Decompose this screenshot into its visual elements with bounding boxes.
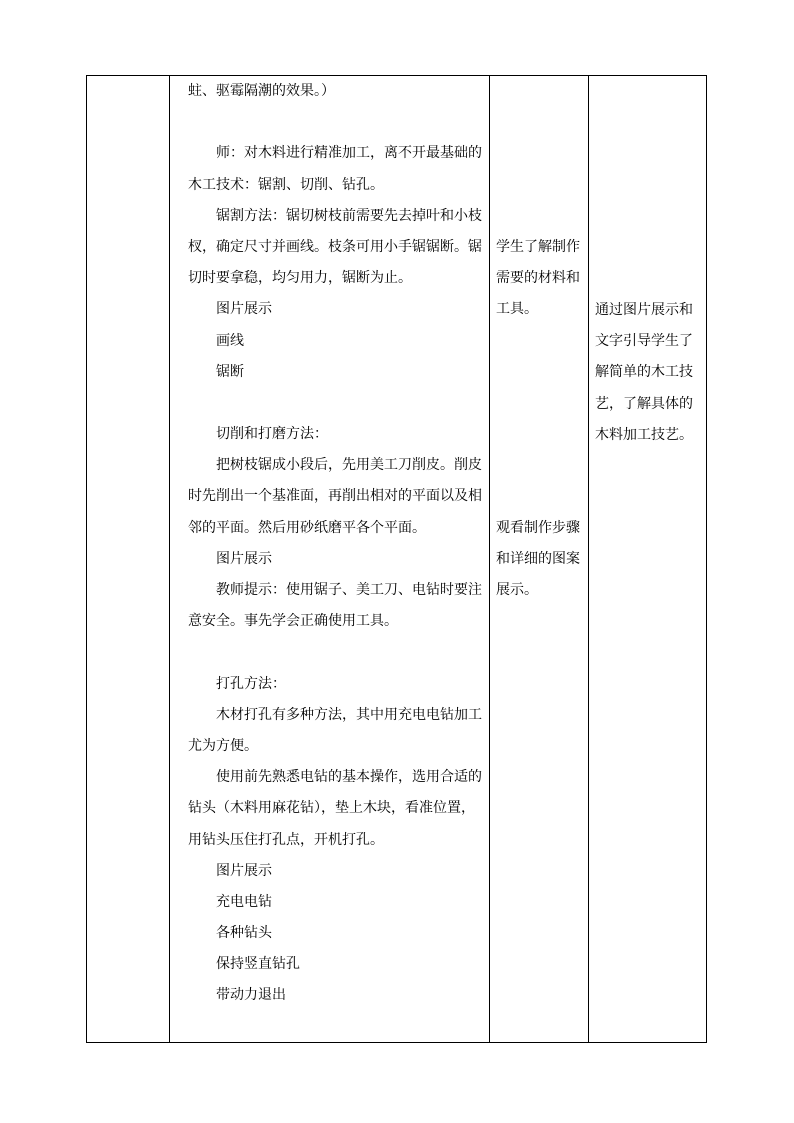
content-line: 图片展示 bbox=[216, 550, 272, 567]
design-intent-line: 艺，了解具体的 bbox=[595, 395, 693, 412]
content-line: 充电电钻 bbox=[216, 893, 272, 910]
content-line bbox=[188, 107, 488, 138]
design-intent-line: 木料加工技艺。 bbox=[595, 426, 693, 443]
column-divider bbox=[489, 76, 490, 1042]
content-line: 木材打孔有多种方法，其中用充电电钻加工 bbox=[216, 706, 482, 723]
content-line bbox=[188, 637, 488, 668]
design-intent-line: 通过图片展示和 bbox=[595, 302, 693, 318]
content-line: 钻头（木料用麻花钻），垫上木块，看准位置， bbox=[188, 800, 475, 817]
content-line: 用钻头压住打孔点，开机打孔。 bbox=[188, 831, 384, 848]
content-line: 杈，确定尺寸并画线。枝条可用小手锯锯断。锯 bbox=[188, 238, 482, 255]
lesson-table bbox=[86, 75, 707, 1043]
content-line: 意安全。事先学会正确使用工具。 bbox=[188, 613, 398, 630]
student-activity-line: 展示。 bbox=[496, 582, 538, 599]
content-line: 教师提示：使用锯子、美工刀、电钻时要注 bbox=[216, 582, 482, 598]
teaching-content-column bbox=[188, 76, 488, 1012]
content-line: 师：对木料进行精准加工，离不开最基础的 bbox=[216, 145, 482, 162]
content-line: 使用前先熟悉电钻的基本操作，选用合适的 bbox=[216, 769, 482, 786]
student-activity-line: 学生了解制作 bbox=[496, 239, 580, 255]
content-line: 切时要拿稳，均匀用力，锯断为止。 bbox=[188, 270, 412, 287]
content-line: 时先削出一个基准面，再削出相对的平面以及相 bbox=[188, 488, 482, 505]
content-line: 邻的平面。然后用砂纸磨平各个平面。 bbox=[188, 519, 426, 536]
design-intent-line: 解简单的木工技 bbox=[595, 364, 693, 381]
content-line: 画线 bbox=[216, 332, 244, 349]
content-line: 蛀、驱霉隔潮的效果。） bbox=[188, 83, 335, 99]
design-intent-block bbox=[595, 295, 705, 451]
content-line: 图片展示 bbox=[216, 301, 272, 318]
content-line bbox=[188, 388, 488, 419]
content-line: 把树枝锯成小段后，先用美工刀削皮。削皮 bbox=[216, 457, 482, 474]
column-divider bbox=[169, 76, 170, 1042]
content-line: 保持竖直钻孔 bbox=[216, 956, 300, 973]
student-activity-block-1 bbox=[496, 232, 582, 326]
content-line: 切削和打磨方法： bbox=[216, 426, 328, 443]
column-divider bbox=[588, 76, 589, 1042]
student-activity-line: 和详细的图案 bbox=[496, 551, 580, 568]
content-line: 打孔方法： bbox=[216, 675, 286, 692]
content-line: 图片展示 bbox=[216, 862, 272, 879]
content-line: 锯割方法：锯切树枝前需要先去掉叶和小枝 bbox=[216, 207, 482, 224]
content-line: 尤为方便。 bbox=[188, 737, 258, 754]
student-activity-block-2 bbox=[496, 513, 582, 607]
content-line: 木工技术：锯割、切削、钻孔。 bbox=[188, 176, 384, 193]
content-line: 锯断 bbox=[216, 363, 244, 380]
design-intent-line: 文字引导学生了 bbox=[595, 333, 693, 350]
student-activity-line: 需要的材料和 bbox=[496, 270, 580, 287]
content-line: 各种钻头 bbox=[216, 925, 272, 942]
content-line: 带动力退出 bbox=[216, 987, 286, 1004]
student-activity-line: 工具。 bbox=[496, 301, 538, 318]
student-activity-line: 观看制作步骤 bbox=[496, 520, 580, 536]
